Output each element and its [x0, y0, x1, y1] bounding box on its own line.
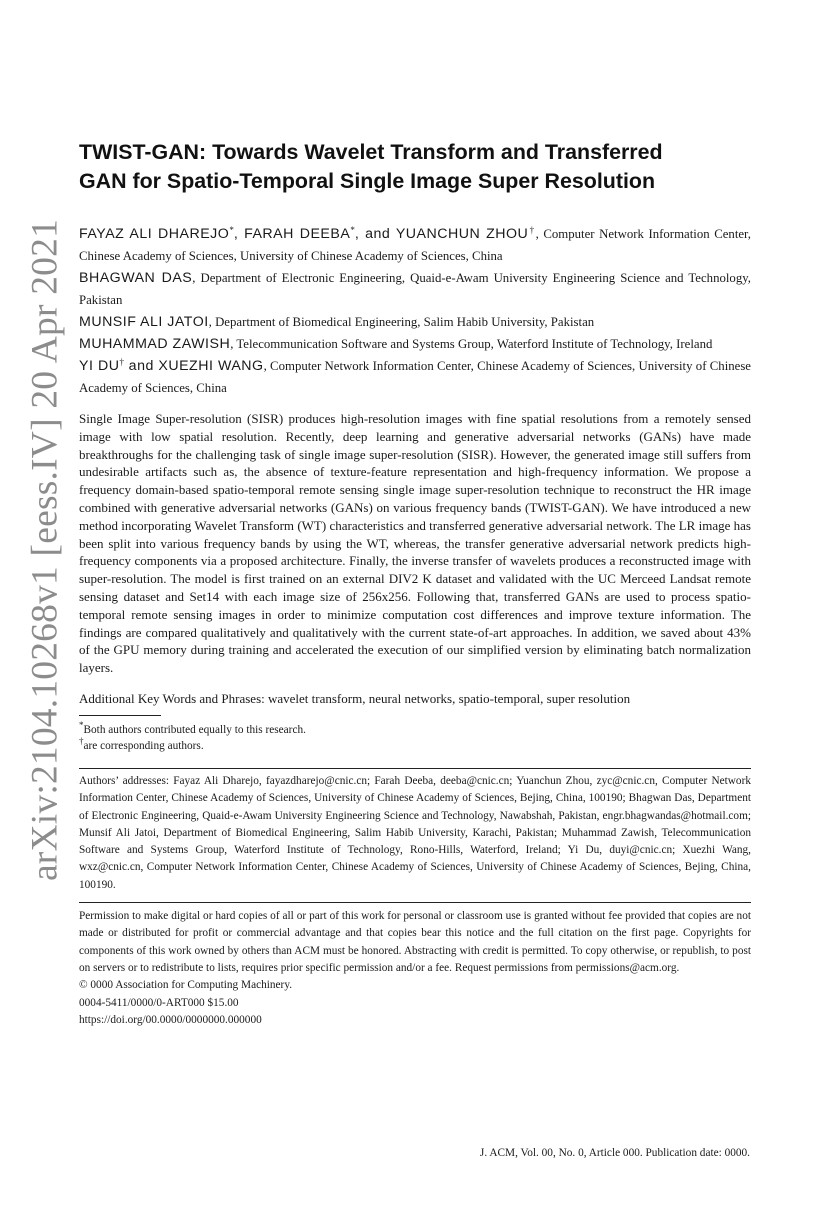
author-affiliation: , Computer Network Information Center, Chinese Academy of Sciences, University of Chinese Academy of Sciences, China: [79, 227, 751, 263]
footnote-mark: †: [79, 735, 84, 746]
author-block: [79, 223, 751, 399]
copyright-line: © 0000 Association for Computing Machinery.: [79, 979, 293, 992]
abstract: Single Image Super-resolution (SISR) produces high-resolution images with fine spatial resolutions from a remotely sensed image with low spatial resolution. Recently, deep learning and generative adversarial networks (GANs) have made breakthroughs for the challenging task of single image super-resolution (SISR). However, the generated image still suffers from undesirable artifacts such as, the absence of texture-feature representation and high-frequency information. We propose a frequency domain-based spatio-temporal remote sensing single image super-resolution technique to reconstruct the HR image combined with generative adversarial networks (GANs) on various frequency bands (TWIST-GAN). We have introduced a new method incorporating Wavelet Transform (WT) characteristics and transferred generative adversarial network. The LR image has been split into various frequency bands by using the WT, whereas, the transfer generative adversarial network predicts high-frequency components via a proposed architecture. Finally, the inverse transfer of wavelets produces a reconstructed image with super-resolution. The model is first trained on an external DIV2 K dataset and validated with the UC Merceed Landsat remote sensing dataset and Set14 with each image size of 256x256. Following that, transferred GANs are used to process spatio-temporal remote sensing images in order to minimize computation cost differences and improve texture information. The findings are compared qualitatively and qualitatively with the current state-of-art approaches. In addition, we saved about 43% of the GPU memory during training and accelerated the execution of our simplified version by eliminating batch normalization layers.: [79, 411, 751, 676]
author-affiliation: , Computer Network Information Center, Chinese Academy of Sciences, University of Chinese Academy of Sciences, China: [79, 359, 751, 395]
corresponding-mark: †: [528, 225, 536, 235]
author-names: YI DU: [79, 358, 120, 374]
issn-line: 0004-5411/0000/0-ART000 $15.00: [79, 996, 239, 1009]
author-group-3: [79, 311, 751, 333]
paper-page: [79, 138, 751, 1029]
permission-notice: [79, 902, 751, 1029]
footnote-divider: [79, 715, 161, 716]
equal-contribution-mark: *: [350, 225, 355, 235]
permission-text: Permission to make digital or hard copies of all or part of this work for personal or classroom use is granted without fee provided that copies are not made or distributed for profit or commercial advantage and that copies bear this notice and the full citation on the first page. Copyrights for components of this work owned by others than ACM must be honored. Abstracting with credit is permitted. To copy otherwise, or republish, to post on servers or to redistribute to lists, requires prior specific permission and/or a fee. Request permissions from permissions@acm.org.: [79, 910, 751, 974]
title-line-2: GAN for Spatio-Temporal Single Image Super Resolution: [79, 169, 656, 193]
doi-link[interactable]: https://doi.org/00.0000/0000000.000000: [79, 1013, 262, 1026]
footnote-text: Both authors contributed equally to this research.: [83, 723, 306, 736]
journal-footer: J. ACM, Vol. 00, No. 0, Article 000. Publication date: 0000.: [479, 1147, 750, 1159]
footnote-mark: *: [79, 719, 84, 730]
corresponding-mark: †: [119, 357, 125, 367]
footnote-text: are corresponding authors.: [83, 739, 204, 752]
author-group-1: [79, 223, 751, 267]
author-names: MUNSIF ALI JATOI: [79, 314, 209, 330]
author-group-2: [79, 267, 751, 311]
author-affiliation: , Department of Biomedical Engineering, Salim Habib University, Pakistan: [208, 315, 595, 329]
author-affiliation: , Telecommunication Software and Systems Group, Waterford Institute of Technology, Ireland: [230, 337, 713, 351]
arxiv-watermark-text: arXiv:2104.10268v1 [eess.IV] 20 Apr 2021: [24, 218, 66, 882]
footnote-1: [79, 719, 751, 738]
author-names: , FARAH DEEBA: [233, 226, 351, 242]
title-line-1: TWIST-GAN: Towards Wavelet Transform and Transferred: [79, 140, 663, 164]
keywords: Additional Key Words and Phrases: wavelet transform, neural networks, spatio-temporal, super resolution: [79, 690, 631, 706]
author-names: FAYAZ ALI DHAREJO: [79, 226, 230, 242]
footnote-2: [79, 735, 751, 754]
author-names: BHAGWAN DAS: [79, 270, 193, 286]
author-affiliation: , Department of Electronic Engineering, Quaid-e-Awam University Engineering Science and Technology, Pakistan: [79, 271, 751, 307]
author-names: , and YUANCHUN ZHOU: [354, 226, 529, 242]
author-group-5: [79, 355, 751, 399]
author-group-4: [79, 333, 751, 355]
author-names: MUHAMMAD ZAWISH: [79, 336, 231, 352]
author-names: and XUEZHI WANG: [124, 358, 264, 374]
authors-addresses: Authors’ addresses: Fayaz Ali Dharejo, fayazdharejo@cnic.cn; Farah Deeba, deeba@cnic.cn; Yuanchun Zhou, zyc@cnic.cn, Computer Network Information Center, Chinese Academy of Sciences, University of Chinese Academy of Sciences, Bejing, China, 100190; Bhagwan Das, Department of Electronic Engineering, Quaid-e-Awam University Engineering Science and Technology, Nawabshah, Pakistan, engr.bhagwandas@hotmail.com; Munsif Ali Jatoi, Department of Biomedical Engineering, Salim Habib University, Karachi, Pakistan; Muhammad Zawish, Telecommunication Software and Systems Group, Waterford Institute of Technology, Rono-Hills, Waterford, Ireland; Yi Du, duyi@cnic.cn; Xuezhi Wang, wxz@cnic.cn, Computer Network Information Center, Chinese Academy of Sciences, University of Chinese Academy of Sciences, Bejing, China, 100190.: [79, 768, 751, 894]
equal-contribution-mark: *: [229, 225, 234, 235]
arxiv-watermark: [22, 218, 68, 882]
footnotes: [79, 719, 751, 754]
paper-title: [79, 138, 751, 196]
